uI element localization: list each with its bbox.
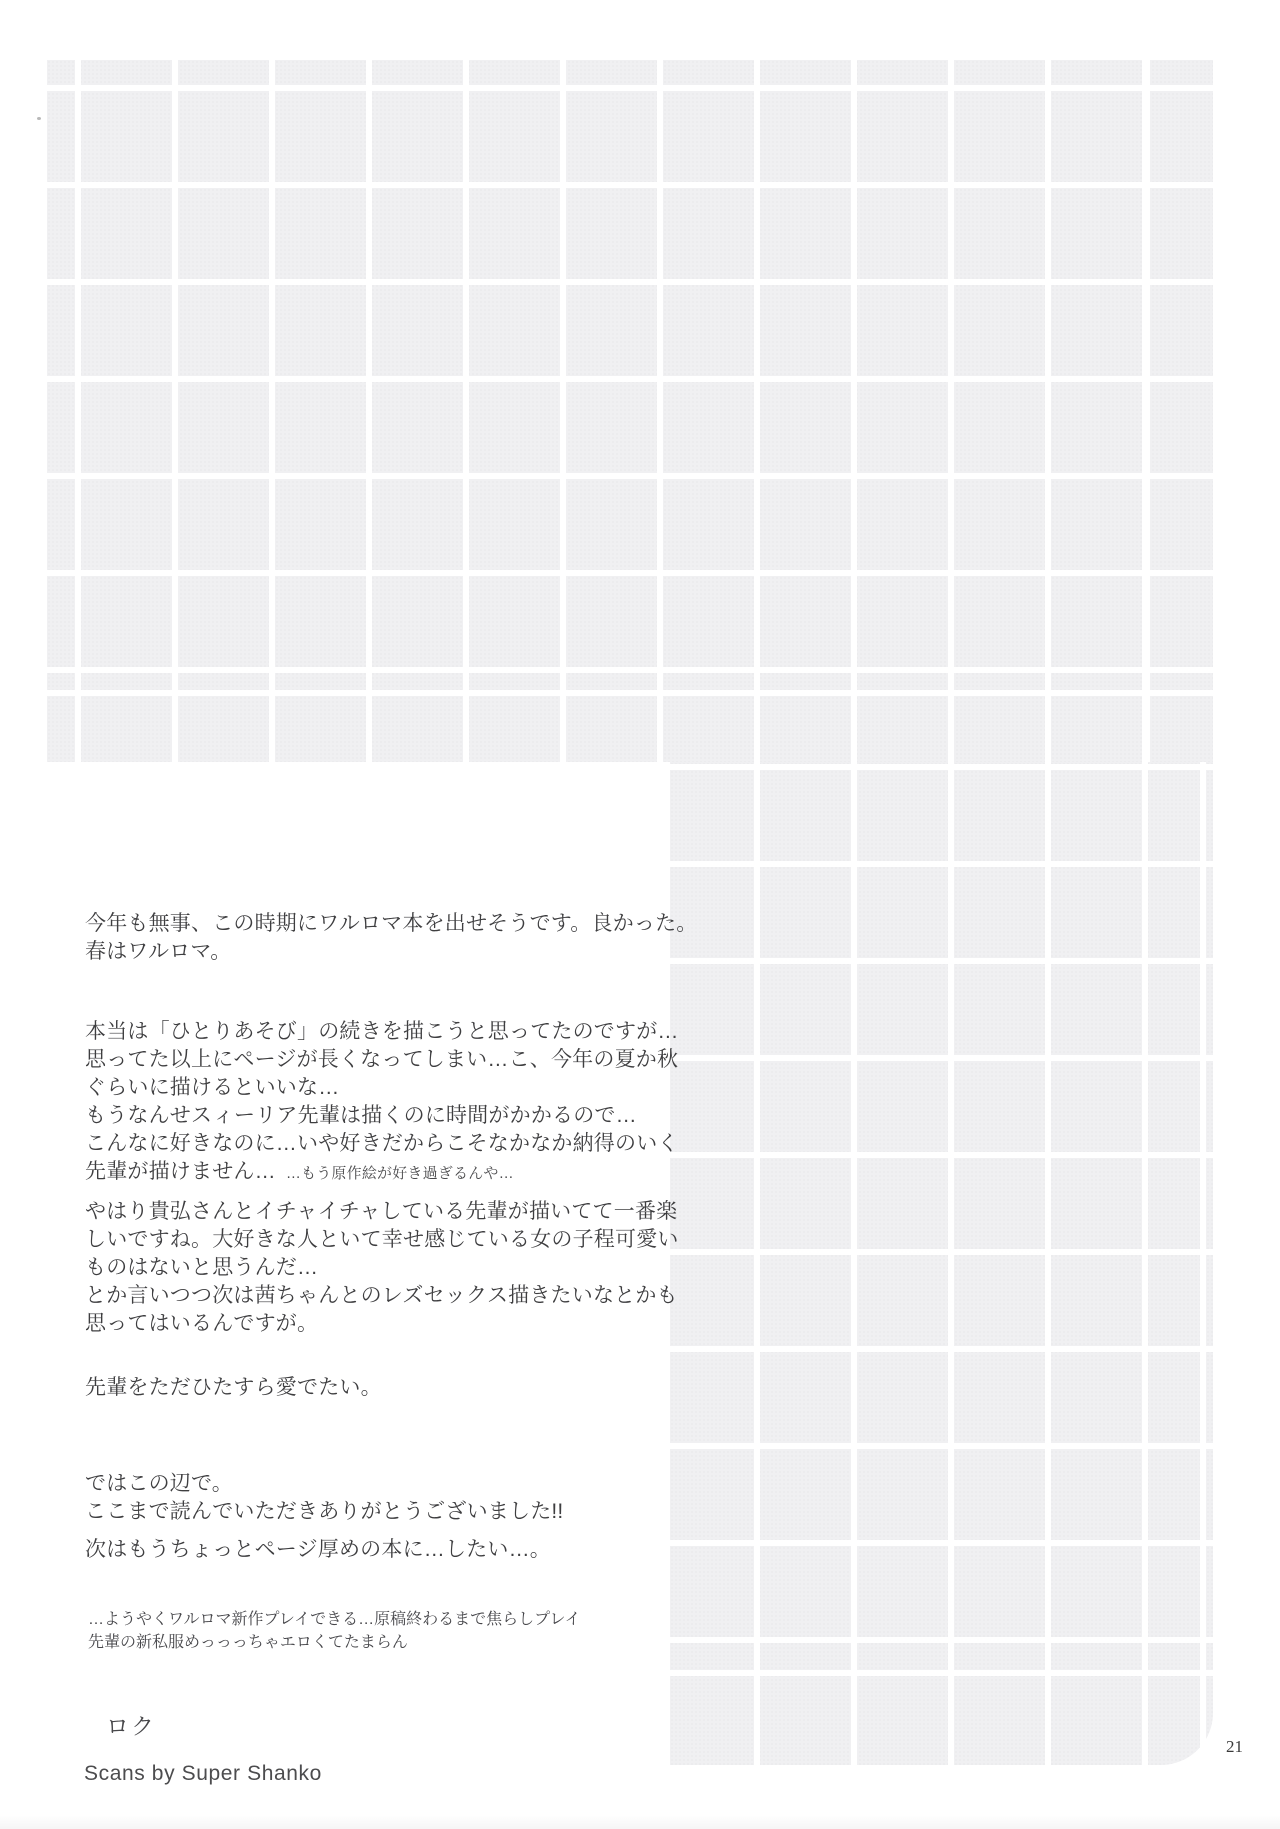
afterword-line: しいですね。大好きな人といて幸せ感じている女の子程可愛い bbox=[85, 1228, 679, 1251]
scan-artifact-dot bbox=[37, 117, 41, 120]
afterword-line: 本当は「ひとりあそび」の続きを描こうと思ってたのですが… bbox=[85, 1020, 679, 1043]
afterword-line bbox=[85, 1158, 679, 1188]
afterword-line: …ようやくワルロマ新作プレイできる…原稿終わるまで焦らしプレイ bbox=[88, 1611, 581, 1628]
afterword-line: 今年も無事、この時期にワルロマ本を出せそうです。良かった。 bbox=[85, 912, 698, 935]
grid-pattern-top bbox=[47, 60, 1213, 762]
afterword-line: 先輩の新私服めっっっちゃエロくてたまらん bbox=[88, 1634, 408, 1651]
afterword-paragraph-7-small bbox=[88, 1608, 581, 1654]
afterword-paragraph-6: 次はもうちょっとページ厚めの本に…したい…。 bbox=[85, 1538, 551, 1561]
afterword-line: ぐらいに描けるといいな… bbox=[85, 1076, 340, 1099]
afterword-line: 思ってはいるんですが。 bbox=[85, 1312, 319, 1335]
afterword-line: ここまで読んでいただきありがとうございました!! bbox=[85, 1500, 564, 1523]
afterword-line: こんなに好きなのに…いや好きだからこそなかなか納得のいく bbox=[85, 1132, 679, 1155]
afterword-line-aside: …もう原作絵が好き過ぎるんや… bbox=[285, 1165, 514, 1182]
afterword-line: ものはないと思うんだ… bbox=[85, 1256, 319, 1279]
afterword-line: とか言いつつ次は茜ちゃんとのレズセックス描きたいなとかも bbox=[85, 1284, 678, 1307]
afterword-paragraph-4: 先輩をただひたすら愛でたい。 bbox=[85, 1376, 382, 1399]
afterword-line: やはり貴弘さんとイチャイチャしている先輩が描いてて一番楽 bbox=[85, 1200, 678, 1223]
afterword-paragraph-2 bbox=[85, 1018, 679, 1188]
page-number: 21 bbox=[1226, 1737, 1243, 1756]
grid-pattern-right-column bbox=[670, 762, 1213, 1765]
afterword-line: 思ってた以上にページが長くなってしまい…こ、今年の夏か秋 bbox=[85, 1048, 679, 1071]
afterword-line: ではこの辺で。 bbox=[85, 1472, 233, 1495]
afterword-paragraph-3 bbox=[85, 1198, 679, 1338]
afterword-line-main: 先輩が描けません… bbox=[85, 1160, 276, 1183]
afterword-line: 春はワルロマ。 bbox=[85, 940, 232, 963]
scan-credit: Scans by Super Shanko bbox=[84, 1762, 322, 1785]
scan-edge-shading bbox=[0, 1815, 1280, 1829]
afterword-line: もうなんせスィーリア先輩は描くのに時間がかかるので… bbox=[85, 1104, 637, 1127]
afterword-paragraph-1 bbox=[85, 910, 698, 966]
afterword-paragraph-5 bbox=[85, 1470, 563, 1526]
author-signature: ロク bbox=[106, 1713, 156, 1739]
